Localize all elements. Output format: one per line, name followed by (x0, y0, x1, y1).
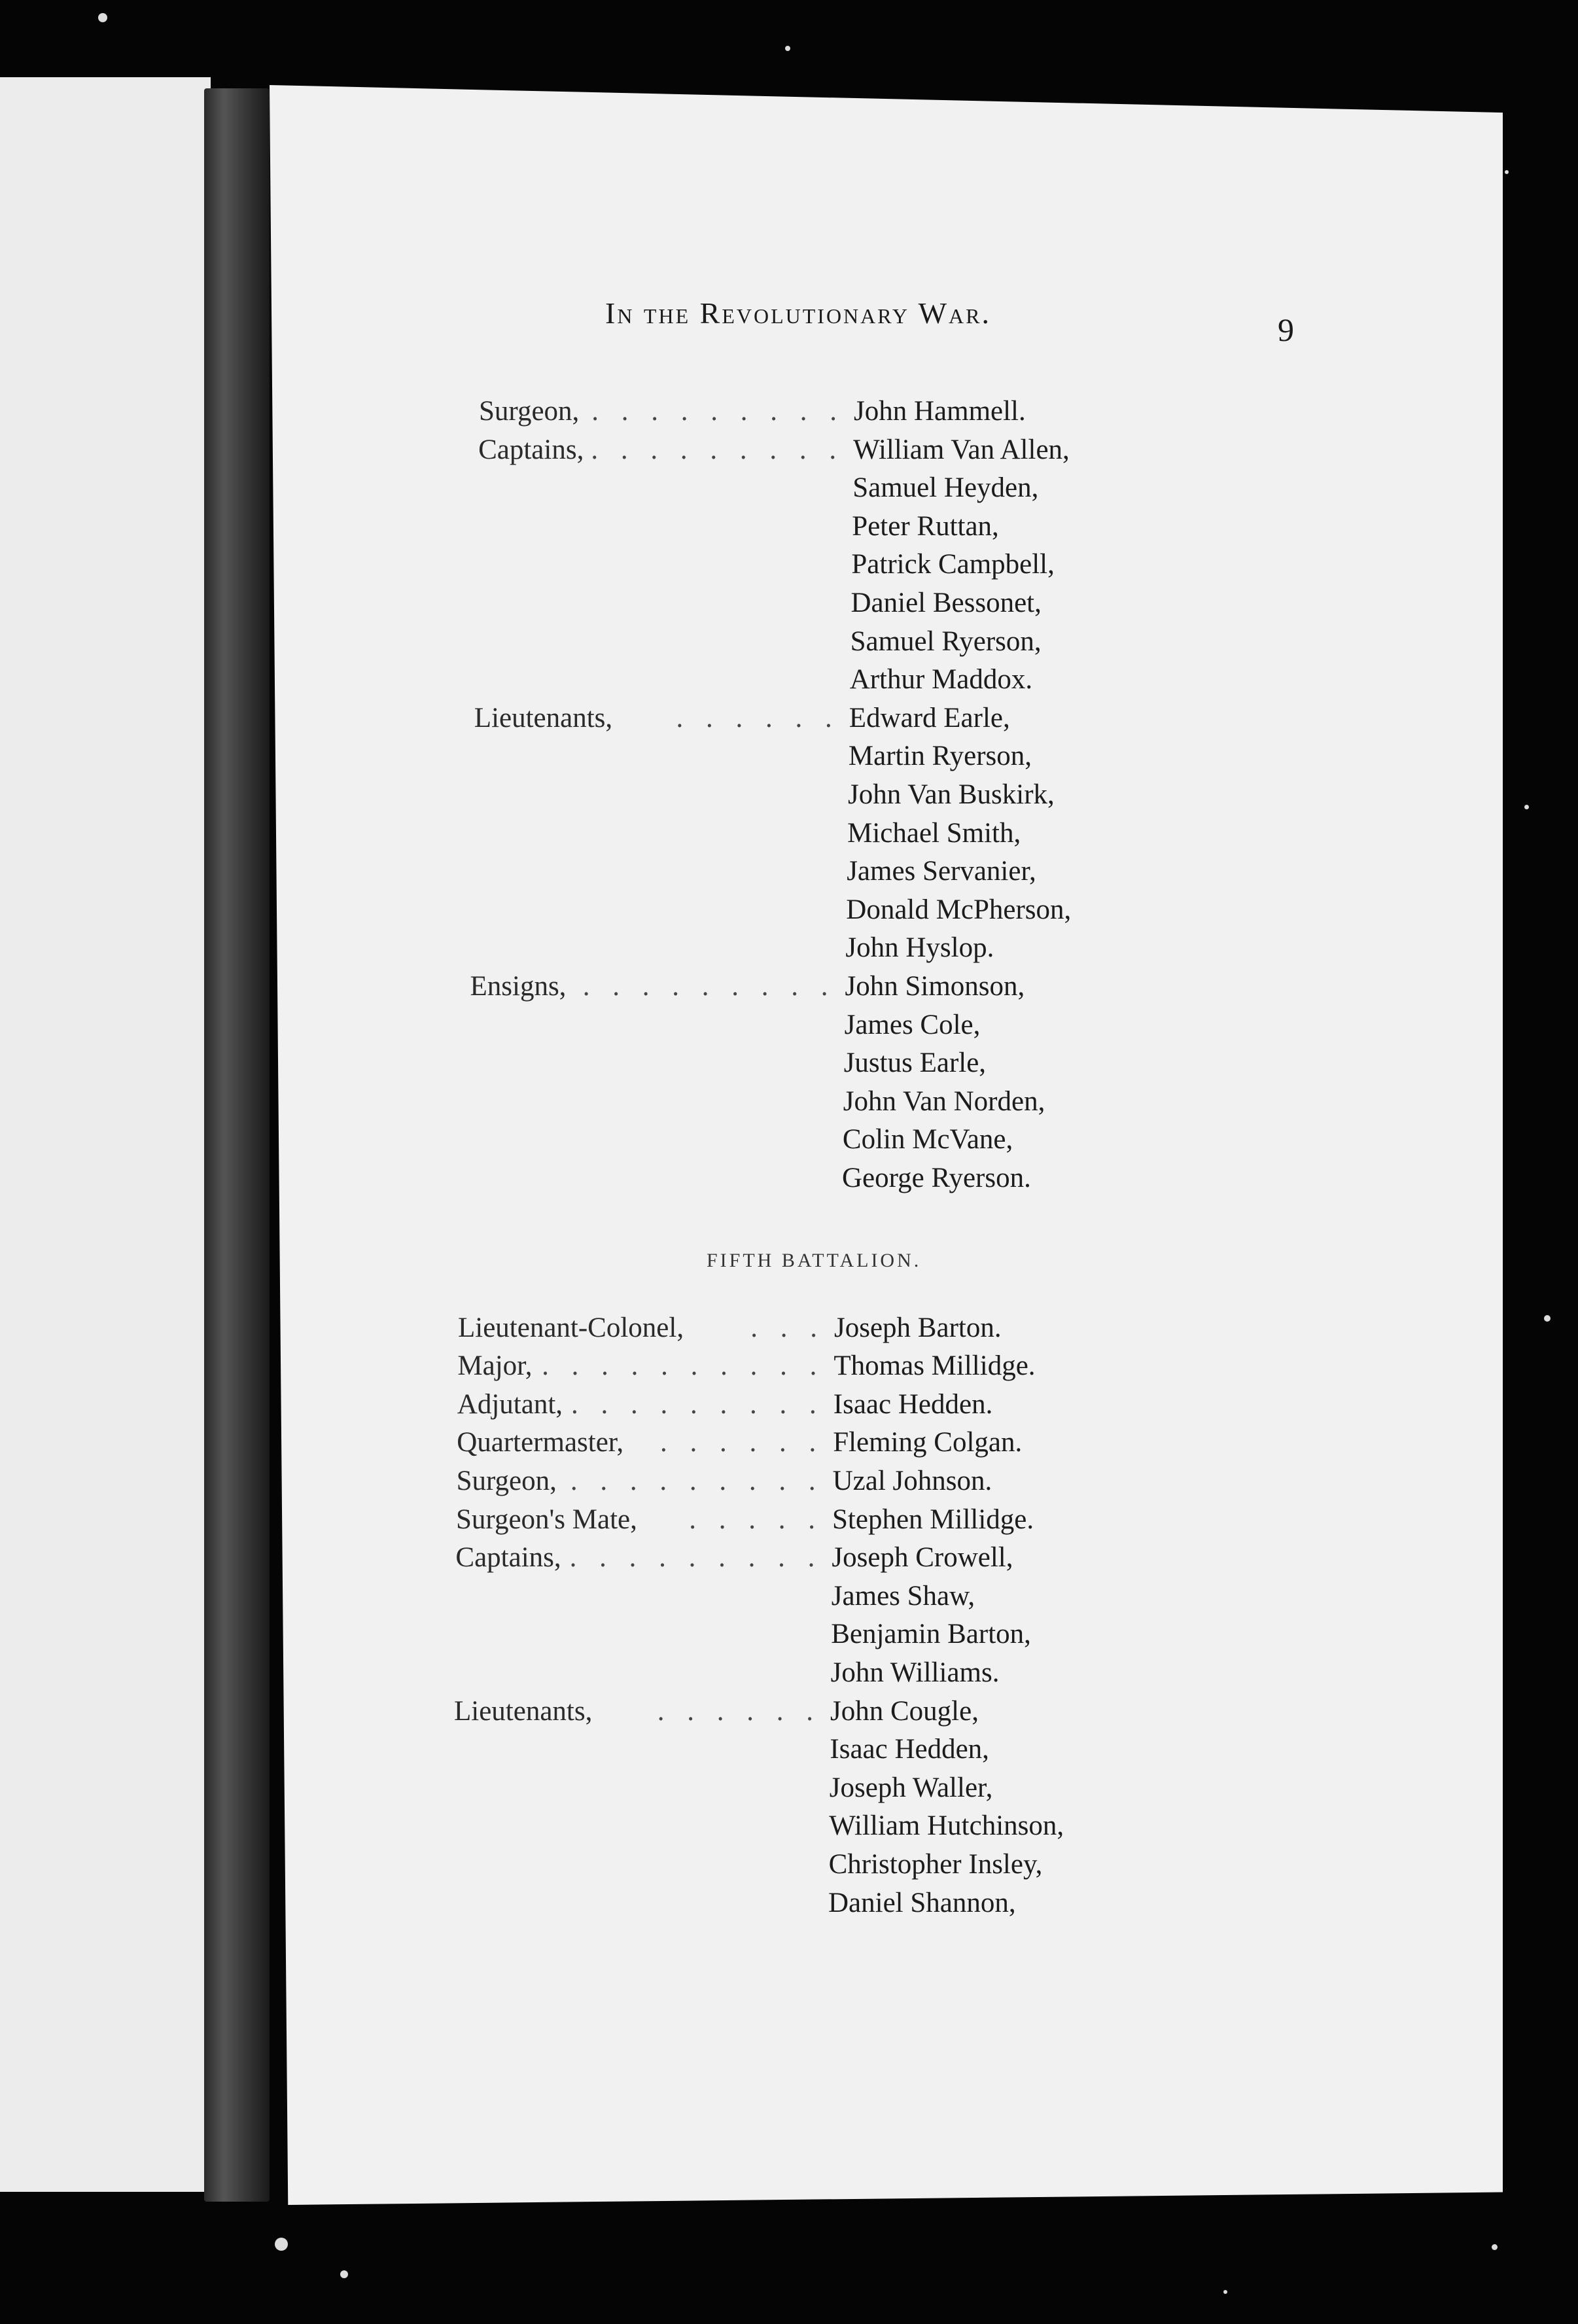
officer-name: John Van Norden, (843, 1085, 1045, 1117)
officer-name: James Servanier, (847, 856, 1036, 887)
roster-row (455, 1539, 1175, 1577)
officer-name: Joseph Waller, (829, 1772, 993, 1803)
officer-name: Edward Earle, (849, 702, 1010, 733)
officer-name: Uzal Johnson. (832, 1466, 992, 1496)
officer-name: William Hutchinson, (829, 1810, 1064, 1842)
rank-label: Surgeon, (456, 1466, 557, 1496)
officer-name: John Van Buskirk, (848, 779, 1055, 810)
leader-dots: . . . . . . (676, 702, 840, 733)
dust-speck (1492, 2244, 1498, 2250)
officer-name: Colin McVane, (842, 1124, 1013, 1155)
roster-row (455, 1615, 1174, 1653)
leader-dots: . . . . . . . . . (582, 971, 836, 1002)
officer-name: James Shaw, (831, 1580, 975, 1611)
officer-name: George Ryerson. (842, 1163, 1031, 1193)
rank-label: Lieutenants, (474, 702, 613, 733)
rank-label: Captains, (478, 434, 584, 465)
roster-row (479, 393, 1199, 431)
rank-label: Surgeon, (479, 396, 580, 427)
dust-speck (785, 46, 790, 51)
officer-name: Stephen Millidge. (832, 1504, 1034, 1535)
officer-name: John Hammell. (854, 396, 1026, 427)
rank-label: Lieutenants, (454, 1695, 593, 1727)
roster-row (457, 1347, 1177, 1385)
roster-row (478, 431, 1198, 469)
officer-name: John Williams. (830, 1657, 1000, 1688)
roster-row (453, 1769, 1173, 1807)
officer-name: Isaac Hedden, (830, 1734, 989, 1765)
officer-name: Martin Ryerson, (848, 741, 1032, 772)
leader-dots: . . . . . . . . . (591, 396, 845, 427)
dust-speck (1544, 1315, 1551, 1322)
roster-row (457, 1462, 1176, 1500)
officer-name: Donald McPherson, (846, 894, 1072, 925)
roster-row (452, 1884, 1172, 1922)
officer-name: Fleming Colgan. (833, 1427, 1023, 1458)
roster-row (456, 1501, 1176, 1539)
dust-speck (275, 2238, 288, 2251)
roster-row (478, 469, 1197, 507)
officer-name: Daniel Bessonet, (850, 588, 1042, 618)
officer-name: Christopher Insley, (828, 1849, 1043, 1880)
rank-label: Major, (457, 1350, 533, 1382)
roster-row (468, 1083, 1188, 1121)
roster-row (473, 776, 1193, 814)
roster-row (474, 737, 1193, 775)
roster-row (467, 1159, 1187, 1197)
rank-label: Ensigns, (470, 971, 567, 1002)
roster-row (457, 1424, 1176, 1462)
roster-row (475, 661, 1195, 699)
leader-dots: . . . . . . (657, 1695, 821, 1727)
officer-name: Thomas Millidge. (833, 1350, 1036, 1382)
dust-speck (98, 13, 107, 22)
officer-name: Justus Earle, (843, 1048, 987, 1079)
rank-label: Surgeon's Mate, (456, 1504, 637, 1535)
roster-row (477, 508, 1197, 546)
officer-name: Daniel Shannon, (828, 1887, 1016, 1918)
officer-name: Patrick Campbell, (851, 549, 1055, 580)
rank-label: Lieutenant-Colonel, (458, 1312, 684, 1343)
officer-name: John Cougle, (830, 1695, 979, 1727)
dust-speck (1524, 805, 1529, 809)
roster-row (471, 891, 1191, 929)
section-heading: FIFTH BATTALION. (707, 1250, 922, 1271)
roster-row (472, 853, 1191, 890)
leader-dots: . . . . . . . . . (569, 1542, 823, 1574)
officer-name: Arthur Maddox. (849, 664, 1033, 695)
roster-row (472, 815, 1192, 853)
roster-row (457, 1386, 1177, 1424)
roster-row (454, 1693, 1174, 1731)
officer-name: Joseph Barton. (834, 1312, 1002, 1343)
roster-row (476, 584, 1196, 622)
roster-row (455, 1577, 1175, 1615)
officer-name: Isaac Hedden. (833, 1388, 993, 1420)
page-number: 9 (1278, 311, 1294, 348)
officer-name: Michael Smith, (847, 817, 1021, 849)
roster-row (470, 968, 1190, 1006)
leader-dots: . . . (750, 1312, 825, 1343)
officer-name: Samuel Heyden, (852, 472, 1039, 504)
leader-dots: . . . . . . . . . . (542, 1350, 825, 1382)
roster-row (469, 1044, 1189, 1082)
officer-name: Joseph Crowell, (832, 1542, 1013, 1574)
officer-name: John Simonson, (845, 971, 1025, 1002)
roster-row (455, 1654, 1174, 1692)
roster-row (453, 1807, 1172, 1845)
officer-name: Samuel Ryerson, (850, 625, 1042, 657)
dust-speck (340, 2270, 348, 2278)
dust-speck (1223, 2290, 1227, 2294)
dust-speck (1505, 170, 1509, 174)
facing-page (0, 77, 211, 2192)
leader-dots: . . . . . . . . . (591, 434, 845, 465)
running-header: In the Revolutionary War. (605, 296, 991, 330)
roster-row (453, 1731, 1173, 1769)
roster-row (470, 929, 1190, 967)
leader-dots: . . . . . . . . . (570, 1466, 824, 1496)
roster-row (453, 1846, 1172, 1884)
rank-label: Adjutant, (457, 1388, 563, 1420)
leader-dots: . . . . . . . . . (571, 1388, 824, 1420)
roster-row (476, 623, 1195, 661)
rank-label: Quartermaster, (457, 1427, 624, 1458)
officer-name: James Cole, (844, 1009, 981, 1040)
officer-name: Peter Ruttan, (852, 510, 999, 542)
officer-name: John Hyslop. (845, 932, 994, 964)
rank-label: Captains, (455, 1542, 561, 1574)
roster-row (476, 546, 1196, 584)
leader-dots: . . . . . (689, 1504, 823, 1535)
roster-row (458, 1309, 1178, 1347)
officer-name: Benjamin Barton, (831, 1619, 1031, 1650)
roster-row (468, 1121, 1187, 1159)
roster-row (470, 1006, 1189, 1044)
roster-row (474, 699, 1194, 737)
leader-dots: . . . . . . (659, 1427, 824, 1458)
officer-name: William Van Allen, (853, 434, 1070, 465)
book-gutter (204, 88, 270, 2202)
